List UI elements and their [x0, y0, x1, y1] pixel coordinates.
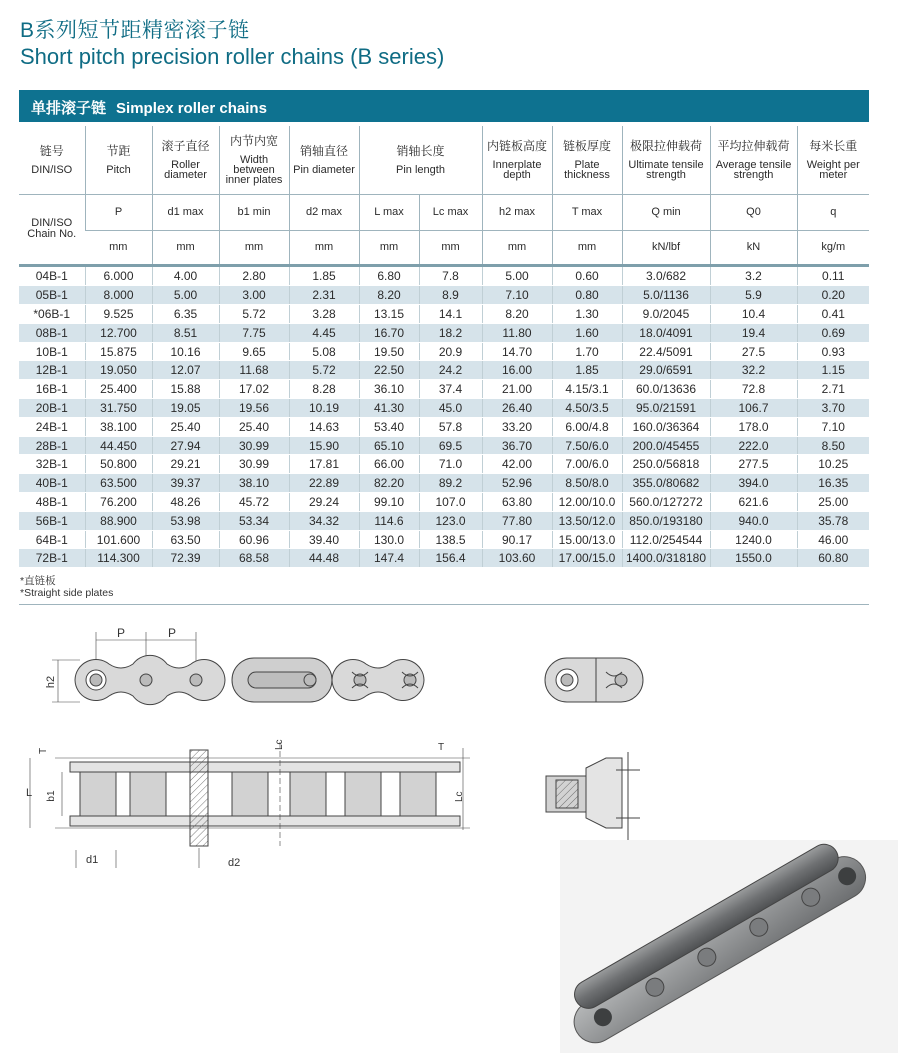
- table-row: [19, 361, 869, 380]
- table-cell: 69.5: [419, 436, 482, 455]
- table-row: [19, 511, 869, 530]
- chain-number-cell: 40B-1: [19, 474, 85, 493]
- header-cell: 极限拉伸载荷 Ultimate tensile strength: [622, 126, 710, 194]
- table-cell: 89.2: [419, 474, 482, 493]
- header-cell: 内节内宽 Width between inner plates: [219, 126, 289, 194]
- table-cell: 52.96: [482, 474, 552, 493]
- section-header-bar: [19, 90, 869, 122]
- table-cell: 10.19: [289, 399, 359, 418]
- table-cell: 44.450: [85, 436, 152, 455]
- table-cell: 25.40: [152, 417, 219, 436]
- table-cell: 7.50/6.0: [552, 436, 622, 455]
- table-cell: 10.25: [797, 455, 869, 474]
- table-cell: 8.20: [359, 286, 419, 305]
- table-cell: 1.70: [552, 342, 622, 361]
- table-cell: 63.500: [85, 474, 152, 493]
- table-row: [19, 267, 869, 286]
- unit-cell: kN: [710, 230, 797, 264]
- table-cell: 850.0/193180: [622, 511, 710, 530]
- chain-number-cell: 16B-1: [19, 380, 85, 399]
- table-cell: 15.88: [152, 380, 219, 399]
- chain-number-cell: 04B-1: [19, 267, 85, 286]
- table-cell: 10.4: [710, 305, 797, 324]
- d2-label: d2: [228, 857, 241, 869]
- header-cell: 销轴长度 Pin length: [359, 126, 482, 194]
- table-cell: 41.30: [359, 399, 419, 418]
- chain-number-cell: *06B-1: [19, 305, 85, 324]
- unit-cell: kg/m: [797, 230, 869, 264]
- table-cell: 6.35: [152, 305, 219, 324]
- pitch-label: P: [167, 626, 177, 640]
- chain-drawings: [0, 610, 898, 1053]
- table-cell: 1240.0: [710, 530, 797, 549]
- table-cell: 25.400: [85, 380, 152, 399]
- table-cell: 8.50: [797, 436, 869, 455]
- header-cell: 滚子直径 Roller diameter: [152, 126, 219, 194]
- header-cell: 内链板高度 Innerplate depth: [482, 126, 552, 194]
- table-cell: 2.80: [219, 267, 289, 286]
- table-cell: 82.20: [359, 474, 419, 493]
- table-cell: 8.20: [482, 305, 552, 324]
- table-cell: 222.0: [710, 436, 797, 455]
- table-cell: 22.89: [289, 474, 359, 493]
- table-cell: 19.050: [85, 361, 152, 380]
- chain-number-cell: 48B-1: [19, 493, 85, 512]
- table-cell: 76.200: [85, 493, 152, 512]
- table-cell: 31.750: [85, 399, 152, 418]
- table-cell: 138.5: [419, 530, 482, 549]
- table-row: [19, 530, 869, 549]
- table-cell: 71.0: [419, 455, 482, 474]
- unit-cell: mm: [419, 230, 482, 264]
- table-cell: 29.21: [152, 455, 219, 474]
- table-row: [19, 493, 869, 512]
- symbol-cell: P: [85, 194, 152, 230]
- table-cell: 90.17: [482, 530, 552, 549]
- table-row: [19, 323, 869, 342]
- table-cell: 15.90: [289, 436, 359, 455]
- table-cell: 72.8: [710, 380, 797, 399]
- table-cell: 77.80: [482, 511, 552, 530]
- table-cell: 7.00/6.0: [552, 455, 622, 474]
- table-cell: 30.99: [219, 436, 289, 455]
- table-cell: 36.70: [482, 436, 552, 455]
- d1-label: d1: [86, 854, 99, 866]
- table-cell: 3.00: [219, 286, 289, 305]
- table-cell: 156.4: [419, 549, 482, 568]
- table-cell: 1.30: [552, 305, 622, 324]
- table-cell: 26.40: [482, 399, 552, 418]
- table-cell: 16.70: [359, 323, 419, 342]
- table-cell: 1.85: [289, 267, 359, 286]
- table-row: [19, 455, 869, 474]
- table-cell: 1.85: [552, 361, 622, 380]
- table-cell: 147.4: [359, 549, 419, 568]
- chain-number-cell: 20B-1: [19, 399, 85, 418]
- table-cell: 123.0: [419, 511, 482, 530]
- symbol-cell: Lc max: [419, 194, 482, 230]
- table-cell: 2.71: [797, 380, 869, 399]
- header-cell: 平均拉伸载荷 Average tensile strength: [710, 126, 797, 194]
- table-cell: 5.08: [289, 342, 359, 361]
- table-row: [19, 380, 869, 399]
- table-cell: 21.00: [482, 380, 552, 399]
- table-cell: 0.80: [552, 286, 622, 305]
- table-cell: 72.39: [152, 549, 219, 568]
- table-cell: 7.75: [219, 323, 289, 342]
- table-cell: 25.00: [797, 493, 869, 512]
- table-cell: 32.2: [710, 361, 797, 380]
- page-title-cn: B系列短节距精密滚子链: [20, 19, 250, 42]
- table-cell: 29.24: [289, 493, 359, 512]
- table-cell: 7.8: [419, 267, 482, 286]
- chain-number-cell: 28B-1: [19, 436, 85, 455]
- symbol-cell: b1 min: [219, 194, 289, 230]
- table-cell: 3.0/682: [622, 267, 710, 286]
- table-cell: 160.0/36364: [622, 417, 710, 436]
- h2-label: h2: [45, 675, 57, 689]
- table-cell: 18.0/4091: [622, 323, 710, 342]
- table-cell: 16.00: [482, 361, 552, 380]
- table-cell: 2.31: [289, 286, 359, 305]
- table-row: [19, 436, 869, 455]
- symbol-cell: d2 max: [289, 194, 359, 230]
- chain-number-cell: 12B-1: [19, 361, 85, 380]
- table-cell: 65.10: [359, 436, 419, 455]
- table-cell: 17.81: [289, 455, 359, 474]
- table-cell: 106.7: [710, 399, 797, 418]
- header-cell: 销轴直径 Pin diameter: [289, 126, 359, 194]
- table-cell: 16.35: [797, 474, 869, 493]
- table-cell: 11.80: [482, 323, 552, 342]
- table-cell: 39.40: [289, 530, 359, 549]
- table-cell: 29.0/6591: [622, 361, 710, 380]
- table-cell: 8.000: [85, 286, 152, 305]
- table-cell: 50.800: [85, 455, 152, 474]
- table-cell: 27.5: [710, 342, 797, 361]
- table-cell: 11.68: [219, 361, 289, 380]
- table-row: [19, 417, 869, 436]
- table-cell: 4.45: [289, 323, 359, 342]
- table-cell: 44.48: [289, 549, 359, 568]
- table-cell: 250.0/56818: [622, 455, 710, 474]
- table-cell: 35.78: [797, 511, 869, 530]
- table-cell: 940.0: [710, 511, 797, 530]
- header-cell: 每米长重 Weight per meter: [797, 126, 869, 194]
- table-cell: 12.07: [152, 361, 219, 380]
- table-cell: 12.700: [85, 323, 152, 342]
- chain-number-cell: 72B-1: [19, 549, 85, 568]
- unit-cell: mm: [482, 230, 552, 264]
- symbol-cell: d1 max: [152, 194, 219, 230]
- symbol-cell: h2 max: [482, 194, 552, 230]
- chain-number-cell: 05B-1: [19, 286, 85, 305]
- table-cell: 4.00: [152, 267, 219, 286]
- table-cell: 37.4: [419, 380, 482, 399]
- table-cell: 6.80: [359, 267, 419, 286]
- table-row: [19, 342, 869, 361]
- table-cell: 57.8: [419, 417, 482, 436]
- table-cell: 19.56: [219, 399, 289, 418]
- table-cell: 200.0/45455: [622, 436, 710, 455]
- header-cell: 节距 Pitch: [85, 126, 152, 194]
- table-cell: 8.28: [289, 380, 359, 399]
- header-units-row: [19, 230, 869, 264]
- table-cell: 112.0/254544: [622, 530, 710, 549]
- table-cell: 9.525: [85, 305, 152, 324]
- table-cell: 7.10: [797, 417, 869, 436]
- table-cell: 9.0/2045: [622, 305, 710, 324]
- table-cell: 18.2: [419, 323, 482, 342]
- table-cell: 19.05: [152, 399, 219, 418]
- table-cell: 33.20: [482, 417, 552, 436]
- table-cell: 114.6: [359, 511, 419, 530]
- table-row: [19, 399, 869, 418]
- table-cell: 114.300: [85, 549, 152, 568]
- symbol-cell: q: [797, 194, 869, 230]
- chain-plan-view: [26, 739, 470, 869]
- table-cell: 46.00: [797, 530, 869, 549]
- table-cell: 621.6: [710, 493, 797, 512]
- link-section-view: [546, 752, 640, 848]
- table-cell: 36.10: [359, 380, 419, 399]
- table-row: [19, 549, 869, 568]
- chain-no-label: DIN/ISO Chain No.: [19, 194, 85, 264]
- pitch-label: P: [116, 626, 126, 640]
- table-cell: 355.0/80682: [622, 474, 710, 493]
- chain-number-cell: 64B-1: [19, 530, 85, 549]
- table-cell: 53.34: [219, 511, 289, 530]
- table-cell: 13.15: [359, 305, 419, 324]
- table-cell: 4.15/3.1: [552, 380, 622, 399]
- table-cell: 45.72: [219, 493, 289, 512]
- table-cell: 30.99: [219, 455, 289, 474]
- table-cell: 48.26: [152, 493, 219, 512]
- chain-number-cell: 10B-1: [19, 342, 85, 361]
- symbol-cell: L max: [359, 194, 419, 230]
- table-cell: 277.5: [710, 455, 797, 474]
- table-cell: 66.00: [359, 455, 419, 474]
- L-label: L: [26, 787, 33, 799]
- table-cell: 394.0: [710, 474, 797, 493]
- footnote-en: *Straight side plates: [20, 587, 114, 599]
- section-label-cn: 单排滚子链: [31, 100, 107, 117]
- divider: [19, 604, 869, 605]
- table-cell: 15.00/13.0: [552, 530, 622, 549]
- unit-cell: mm: [359, 230, 419, 264]
- table-cell: 38.100: [85, 417, 152, 436]
- symbol-cell: T max: [552, 194, 622, 230]
- table-cell: 27.94: [152, 436, 219, 455]
- table-cell: 14.70: [482, 342, 552, 361]
- table-cell: 0.60: [552, 267, 622, 286]
- table-cell: 3.2: [710, 267, 797, 286]
- table-cell: 3.28: [289, 305, 359, 324]
- table-cell: 60.96: [219, 530, 289, 549]
- table-cell: 25.40: [219, 417, 289, 436]
- chain-number-cell: 32B-1: [19, 455, 85, 474]
- table-cell: 8.50/8.0: [552, 474, 622, 493]
- table-cell: 5.72: [219, 305, 289, 324]
- table-cell: 63.80: [482, 493, 552, 512]
- chain-number-cell: 56B-1: [19, 511, 85, 530]
- table-cell: 0.11: [797, 267, 869, 286]
- unit-cell: mm: [219, 230, 289, 264]
- chain-number-cell: 24B-1: [19, 417, 85, 436]
- table-cell: 6.000: [85, 267, 152, 286]
- spec-table: [19, 126, 869, 568]
- table-cell: 3.70: [797, 399, 869, 418]
- table-cell: 68.58: [219, 549, 289, 568]
- table-cell: 130.0: [359, 530, 419, 549]
- table-cell: 6.00/4.8: [552, 417, 622, 436]
- symbol-cell: Q0: [710, 194, 797, 230]
- table-cell: 22.4/5091: [622, 342, 710, 361]
- table-cell: 45.0: [419, 399, 482, 418]
- table-cell: 24.2: [419, 361, 482, 380]
- table-cell: 0.41: [797, 305, 869, 324]
- table-cell: 10.16: [152, 342, 219, 361]
- table-row: [19, 286, 869, 305]
- header-symbols-row: [19, 194, 869, 230]
- table-cell: 0.20: [797, 286, 869, 305]
- table-cell: 53.40: [359, 417, 419, 436]
- table-cell: 101.600: [85, 530, 152, 549]
- table-cell: 42.00: [482, 455, 552, 474]
- table-cell: 13.50/12.0: [552, 511, 622, 530]
- table-cell: 5.00: [152, 286, 219, 305]
- table-cell: 63.50: [152, 530, 219, 549]
- table-row: [19, 474, 869, 493]
- table-cell: 0.69: [797, 323, 869, 342]
- table-cell: 17.00/15.0: [552, 549, 622, 568]
- table-cell: 38.10: [219, 474, 289, 493]
- table-cell: 99.10: [359, 493, 419, 512]
- table-cell: 5.72: [289, 361, 359, 380]
- header-cell: 链号 DIN/ISO: [31, 144, 73, 177]
- table-cell: 95.0/21591: [622, 399, 710, 418]
- unit-cell: mm: [85, 230, 152, 264]
- T-label-right: T: [438, 742, 445, 753]
- table-cell: 15.875: [85, 342, 152, 361]
- table-cell: 22.50: [359, 361, 419, 380]
- link-end-view: [545, 658, 643, 702]
- table-cell: 178.0: [710, 417, 797, 436]
- table-cell: 103.60: [482, 549, 552, 568]
- table-cell: 9.65: [219, 342, 289, 361]
- unit-cell: mm: [152, 230, 219, 264]
- table-cell: 19.50: [359, 342, 419, 361]
- table-row: [19, 305, 869, 324]
- unit-cell: mm: [552, 230, 622, 264]
- table-cell: 1400.0/318180: [622, 549, 710, 568]
- page-title-en: Short pitch precision roller chains (B series): [20, 44, 445, 69]
- b1-label: b1: [46, 790, 57, 802]
- chain-number-cell: 08B-1: [19, 323, 85, 342]
- table-cell: 107.0: [419, 493, 482, 512]
- T-label: T: [38, 747, 49, 754]
- table-cell: 17.02: [219, 380, 289, 399]
- table-cell: 5.00: [482, 267, 552, 286]
- header-cell: 链板厚度 Plate thickness: [552, 126, 622, 194]
- table-cell: 19.4: [710, 323, 797, 342]
- table-cell: 60.0/13636: [622, 380, 710, 399]
- table-cell: 8.51: [152, 323, 219, 342]
- table-cell: 14.1: [419, 305, 482, 324]
- table-cell: 60.80: [797, 549, 869, 568]
- chain-side-view: [45, 626, 424, 705]
- table-cell: 560.0/127272: [622, 493, 710, 512]
- table-cell: 8.9: [419, 286, 482, 305]
- table-cell: 5.9: [710, 286, 797, 305]
- symbol-cell: Q min: [622, 194, 710, 230]
- unit-cell: kN/lbf: [622, 230, 710, 264]
- table-cell: 14.63: [289, 417, 359, 436]
- header-names-row: [19, 126, 869, 194]
- table-cell: 4.50/3.5: [552, 399, 622, 418]
- table-cell: 20.9: [419, 342, 482, 361]
- Lc-label-right: Lc: [454, 791, 465, 802]
- table-cell: 53.98: [152, 511, 219, 530]
- table-cell: 39.37: [152, 474, 219, 493]
- section-label-en: Simplex roller chains: [116, 100, 267, 117]
- unit-cell: mm: [289, 230, 359, 264]
- table-cell: 1.60: [552, 323, 622, 342]
- table-cell: 88.900: [85, 511, 152, 530]
- table-cell: 0.93: [797, 342, 869, 361]
- table-cell: 7.10: [482, 286, 552, 305]
- footnote-cn: *直链板: [20, 575, 56, 587]
- table-cell: 12.00/10.0: [552, 493, 622, 512]
- footnotes: [20, 575, 113, 599]
- table-cell: 1.15: [797, 361, 869, 380]
- chain-photo: [556, 832, 898, 1053]
- table-cell: 5.0/1136: [622, 286, 710, 305]
- table-body: [19, 267, 869, 568]
- table-cell: 1550.0: [710, 549, 797, 568]
- table-cell: 34.32: [289, 511, 359, 530]
- Lc-label: Lc: [274, 739, 285, 750]
